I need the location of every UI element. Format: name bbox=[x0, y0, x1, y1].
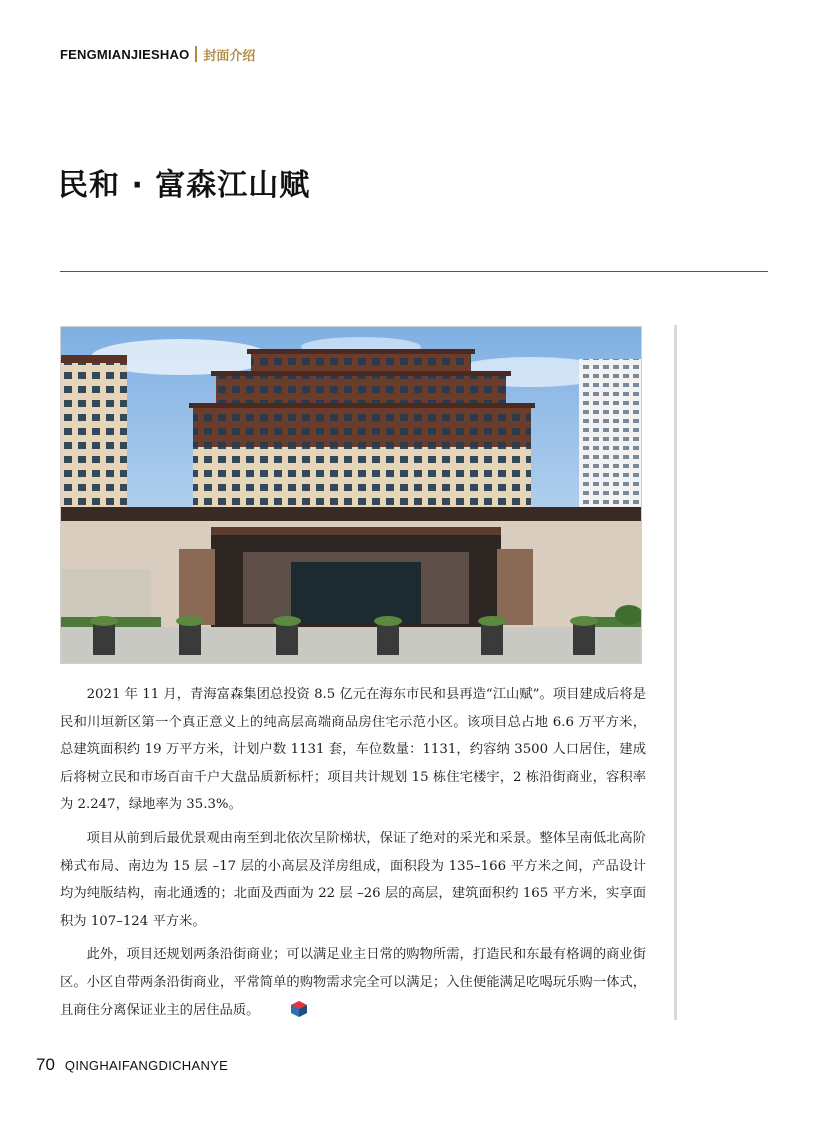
running-footer bbox=[36, 1055, 228, 1077]
section-name-en: FENGMIANJIESHAO bbox=[60, 46, 190, 62]
page-number: 70 bbox=[36, 1055, 55, 1074]
end-mark-icon bbox=[263, 1000, 281, 1018]
article-body bbox=[60, 681, 646, 1030]
paragraph-1: 2021 年 11 月，青海富森集团总投资 8.5 亿元在海东市民和县再造“江山赋”。项目建成后将是民和川垣新区第一个真正意义上的纯高层高端商品房住宅示范小区。该项目总占地 6.6 万平方米，总建筑面积约 19 万平方米，计划户数 1131 套，车位数量：1131，约容纳 3500 人口居住，建成后将树立民和市场百亩千户大盘品质新标杆；项目共计规划 15 栋住宅楼宇，2 栋沿街商业，容积率为 2.247，绿地率为 35.3%。 bbox=[60, 687, 646, 813]
paragraph-3-text: 此外，项目还规划两条沿街商业；可以满足业主日常的购物所需，打造民和东最有格调的商业街区。小区自带两条沿街商业，平常简单的购物需求完全可以满足；入住便能满足吃喝玩乐购一体式，且商住分离保证业主的居住品质。 bbox=[60, 947, 646, 1018]
paragraph-3 bbox=[60, 941, 646, 1024]
section-name-cn: 封面介绍 bbox=[203, 48, 256, 64]
header-divider bbox=[195, 46, 197, 62]
article-title: 民和 · 富森江山赋 bbox=[58, 168, 311, 203]
running-header bbox=[60, 44, 255, 64]
cover-photo bbox=[60, 326, 642, 664]
title-rule bbox=[60, 271, 768, 272]
paragraph-2: 项目从前到后最优景观由南至到北依次呈阶梯状，保证了绝对的采光和采景。整体呈南低北高阶梯式布局、南边为 15 层 –17 层的小高层及洋房组成，面积段为 135–166 平方米之间，产品设计均为纯版结构，南北通透的；北面及西面为 22 层 –26 层的高层，建筑面积约 165 平方米，实享面积为 107–124 平方米。 bbox=[60, 830, 646, 929]
margin-rule bbox=[674, 325, 677, 1020]
magazine-name: QINGHAIFANGDICHANYE bbox=[64, 1058, 229, 1073]
